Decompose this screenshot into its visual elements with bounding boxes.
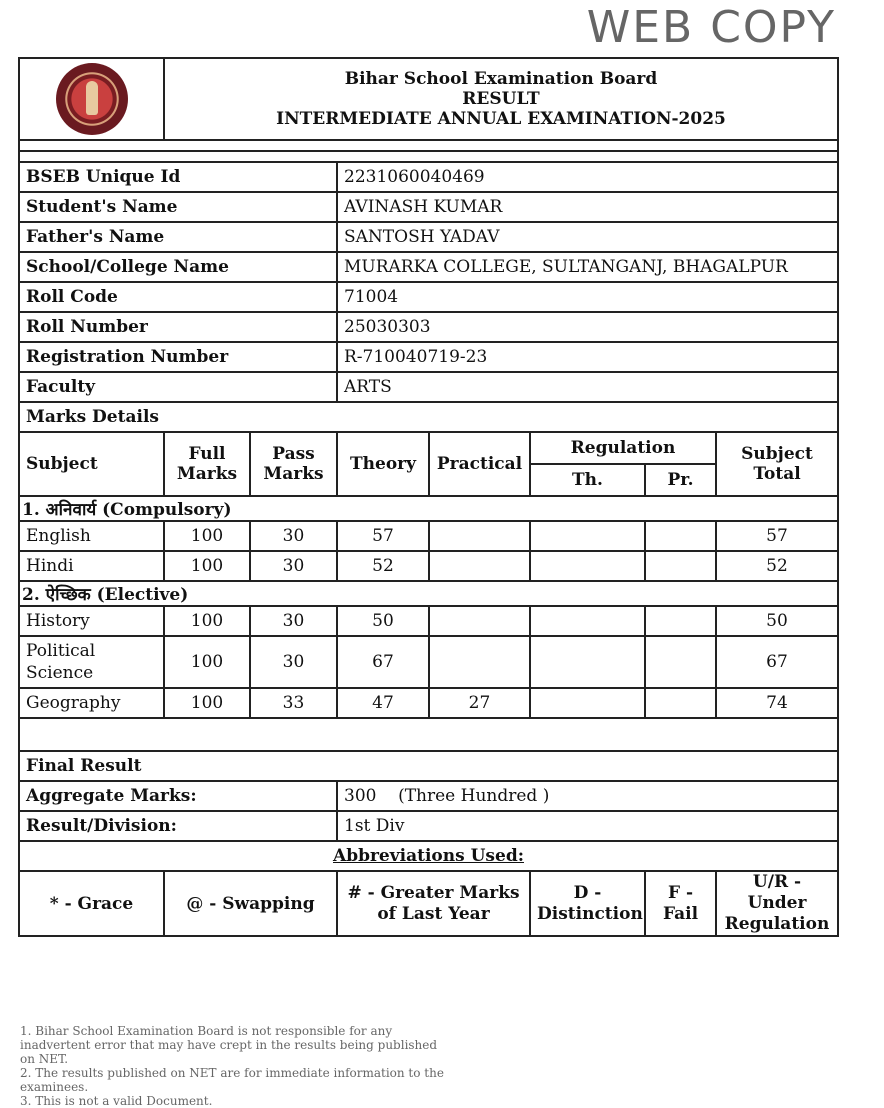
col-full-marks: Full Marks [164,432,250,496]
pass-marks: 30 [250,521,337,551]
practical-marks [429,551,530,581]
info-value: R-710040719-23 [337,342,838,372]
practical-marks [429,636,530,688]
theory-marks: 52 [337,551,429,581]
blank-row [19,718,838,751]
col-reg-pr: Pr. [645,464,716,496]
aggregate-value: 300 (Three Hundred ) [337,781,838,811]
abbr-greater-marks: # - Greater Marks of Last Year [337,871,530,936]
marks-details-title: Marks Details [19,402,838,432]
full-marks: 100 [164,551,250,581]
th-marks [530,636,645,688]
info-row [19,252,838,282]
full-marks: 100 [164,688,250,718]
col-regulation: Regulation [530,432,716,464]
compulsory-heading: 1. अनिवार्य (Compulsory) [19,496,838,521]
total-marks: 50 [716,606,838,636]
pass-marks: 30 [250,606,337,636]
info-label: Roll Number [19,312,337,342]
info-value: SANTOSH YADAV [337,222,838,252]
theory-marks: 50 [337,606,429,636]
practical-marks [429,606,530,636]
final-result-title: Final Result [19,751,838,781]
disclaimer-line: on NET. [20,1052,69,1066]
theory-marks: 47 [337,688,429,718]
divider [19,151,838,162]
info-value: 71004 [337,282,838,312]
info-label: Student's Name [19,192,337,222]
exam-name: INTERMEDIATE ANNUAL EXAMINATION-2025 [276,109,726,129]
col-theory: Theory [337,432,429,496]
col-pass-marks: Pass Marks [250,432,337,496]
full-marks: 100 [164,606,250,636]
abbr-grace: * - Grace [19,871,164,936]
info-label: Roll Code [19,282,337,312]
pr-marks [645,606,716,636]
pr-marks [645,551,716,581]
result-title: RESULT [462,89,540,109]
total-marks: 74 [716,688,838,718]
info-value: MURARKA COLLEGE, SULTANGANJ, BHAGALPUR [337,252,838,282]
disclaimer-line: 2. The results published on NET are for immediate information to the [20,1066,444,1080]
theory-marks: 67 [337,636,429,688]
disclaimer-line: 3. This is not a valid Document. [20,1094,213,1108]
subject-row [19,688,838,718]
abbreviations-title: Abbreviations Used: [333,846,524,866]
subject-name: Geography [19,688,164,718]
web-copy-watermark: WEB COPY [586,2,836,53]
col-practical: Practical [429,432,530,496]
info-value: 2231060040469 [337,162,838,192]
practical-marks [429,521,530,551]
abbr-swapping: @ - Swapping [164,871,337,936]
th-marks [530,551,645,581]
abbr-distinction: D - Distinction [530,871,645,936]
info-label: Registration Number [19,342,337,372]
theory-marks: 57 [337,521,429,551]
th-marks [530,606,645,636]
info-row [19,162,838,192]
pr-marks [645,636,716,688]
disclaimer-line: 1. Bihar School Examination Board is not responsible for any [20,1024,393,1038]
elective-heading: 2. ऐच्छिक (Elective) [19,581,838,606]
subject-name: History [19,606,164,636]
info-row [19,312,838,342]
total-marks: 57 [716,521,838,551]
pass-marks: 33 [250,688,337,718]
abbr-under-regulation: U/R - Under Regulation [716,871,838,936]
disclaimer-line: inadvertent error that may have crept in the results being published [20,1038,438,1052]
info-label: BSEB Unique Id [19,162,337,192]
info-value: ARTS [337,372,838,402]
th-marks [530,688,645,718]
info-row [19,282,838,312]
info-row [19,192,838,222]
subject-row [19,606,838,636]
division-value: 1st Div [337,811,838,841]
total-marks: 52 [716,551,838,581]
disclaimer-line: examinees. [20,1080,89,1094]
disclaimer-watermark [20,1024,444,1108]
abbr-fail: F - Fail [645,871,716,936]
info-label: School/College Name [19,252,337,282]
pr-marks [645,688,716,718]
full-marks: 100 [164,636,250,688]
header-title [164,58,838,140]
practical-marks: 27 [429,688,530,718]
full-marks: 100 [164,521,250,551]
pass-marks: 30 [250,636,337,688]
total-marks: 67 [716,636,838,688]
aggregate-label: Aggregate Marks: [19,781,337,811]
th-marks [530,521,645,551]
col-reg-th: Th. [530,464,645,496]
subject-row [19,521,838,551]
divider [19,140,838,151]
result-sheet [18,57,839,937]
info-row [19,342,838,372]
board-name: Bihar School Examination Board [344,69,658,89]
subject-name: Political Science [19,636,164,688]
info-label: Faculty [19,372,337,402]
info-value: AVINASH KUMAR [337,192,838,222]
info-row [19,372,838,402]
subject-row [19,551,838,581]
pr-marks [645,521,716,551]
info-row [19,222,838,252]
division-label: Result/Division: [19,811,337,841]
info-value: 25030303 [337,312,838,342]
subject-name: English [19,521,164,551]
info-label: Father's Name [19,222,337,252]
pass-marks: 30 [250,551,337,581]
subject-name: Hindi [19,551,164,581]
col-subject-total: Subject Total [716,432,838,496]
subject-row [19,636,838,688]
board-seal-logo [19,58,164,140]
col-subject: Subject [19,432,164,496]
